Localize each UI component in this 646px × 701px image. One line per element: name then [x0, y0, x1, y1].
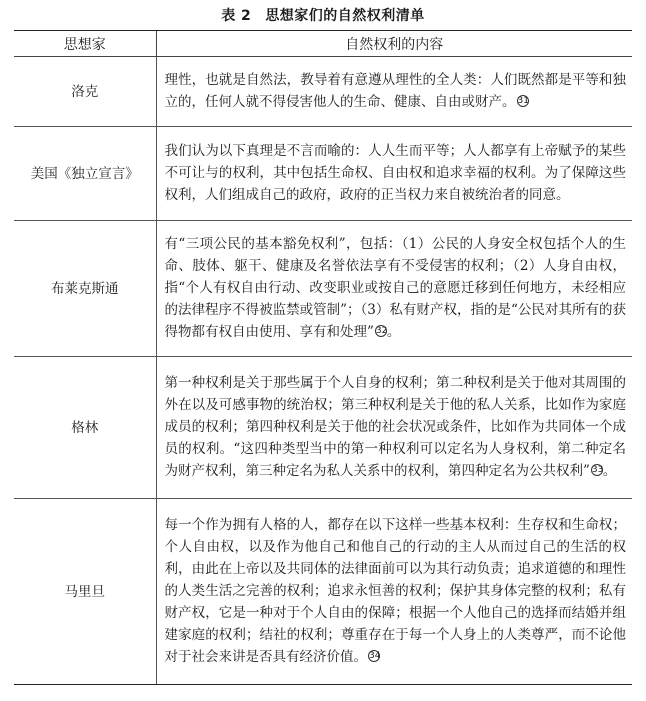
natural-rights-table — [14, 30, 632, 685]
table-caption-title: 思想家们的自然权利清单 — [265, 8, 425, 24]
footnote-marker: 32 — [375, 326, 388, 336]
table-row — [14, 499, 632, 685]
rights-content-text: 理性，也就是自然法，教导着有意遵从理性的全人类：人们既然都是平等和独立的，任何人就不得侵害他人的生命、健康、自由或财产。 — [164, 72, 626, 110]
rights-content-cell — [156, 127, 632, 221]
rights-content-tail: 。 — [386, 324, 401, 340]
rights-content-tail: 。 — [602, 463, 617, 479]
rights-content-cell — [156, 357, 632, 499]
rights-content-cell — [156, 57, 632, 127]
table-header-row — [14, 31, 632, 57]
table-row — [14, 57, 632, 127]
header-thinker: 思想家 — [14, 31, 156, 57]
table-row — [14, 221, 632, 357]
rights-content-cell — [156, 499, 632, 685]
thinker-cell: 马里旦 — [14, 499, 156, 685]
table-caption — [0, 6, 646, 30]
footnote-marker: 31 — [517, 96, 529, 106]
thinker-cell: 布莱克斯通 — [14, 221, 156, 357]
rights-content-cell — [156, 221, 632, 357]
table-row — [14, 357, 632, 499]
thinker-cell: 美国《独立宣言》 — [14, 127, 156, 221]
rights-content-text: 我们认为以下真理是不言而喻的：人人生而平等；人人都享有上帝赋予的某些不可让与的权利，其中包括生命权、自由权和追求幸福的权利。为了保障这些权利，人们组成自己的政府，政府的正当权力来自被统治者的同意。 — [164, 143, 626, 203]
thinker-cell: 格林 — [14, 357, 156, 499]
footnote-marker: 34 — [369, 651, 381, 661]
rights-content-text: 第一种权利是关于那些属于个人自身的权利；第二种权利是关于他对其周围的外在以及可感事物的统治权；第三种权利是关于他的私人关系，比如作为家庭成员的权利；第四种权利是关于他的社会状况或条件，比如作为共同体一个成员的权利。“这四种类型当中的第一种权利可以定名为人身权利，第二种定名为财产权利，第三种定名为私人关系中的权利，第四种定名为公共权利” — [164, 375, 626, 479]
table-row — [14, 127, 632, 221]
header-content: 自然权利的内容 — [156, 31, 632, 57]
rights-content-text: 每一个作为拥有人格的人，都存在以下这样一些基本权利：生存权和生命权；个人自由权，以及作为他自己和他自己的行动的主人从而过自己的生活的权利，由此在上帝以及共同体的法律面前可以为其行动负责；追求道德的和理性的人类生活之完善的权利；追求永恒善的权利；保护其身体完整的权利；私有财产权，它是一种对于个人自由的保障；根据一个人他自己的选择而结婚并组建家庭的权利；结社的权利；尊重存在于每一个人身上的人类尊严，而不论他对于社会来讲是否具有经济价值。 — [164, 517, 626, 665]
table-caption-label: 表 2 — [221, 8, 252, 24]
footnote-marker: 33 — [591, 465, 604, 475]
rights-content-text: 有“三项公民的基本豁免权利”，包括：（1）公民的人身安全权包括个人的生命、肢体、躯干、健康及名誉依法享有不受侵害的权利；（2）人身自由权，指“个人有权自由行动、改变职业或按自己的意愿迁移到任何地方，未经相应的法律程序不得被监禁或管制”；（3）私有财产权，指的是“公民对其所有的获得物都有权自由使用、享有和处理” — [164, 236, 626, 340]
thinker-cell: 洛克 — [14, 57, 156, 127]
